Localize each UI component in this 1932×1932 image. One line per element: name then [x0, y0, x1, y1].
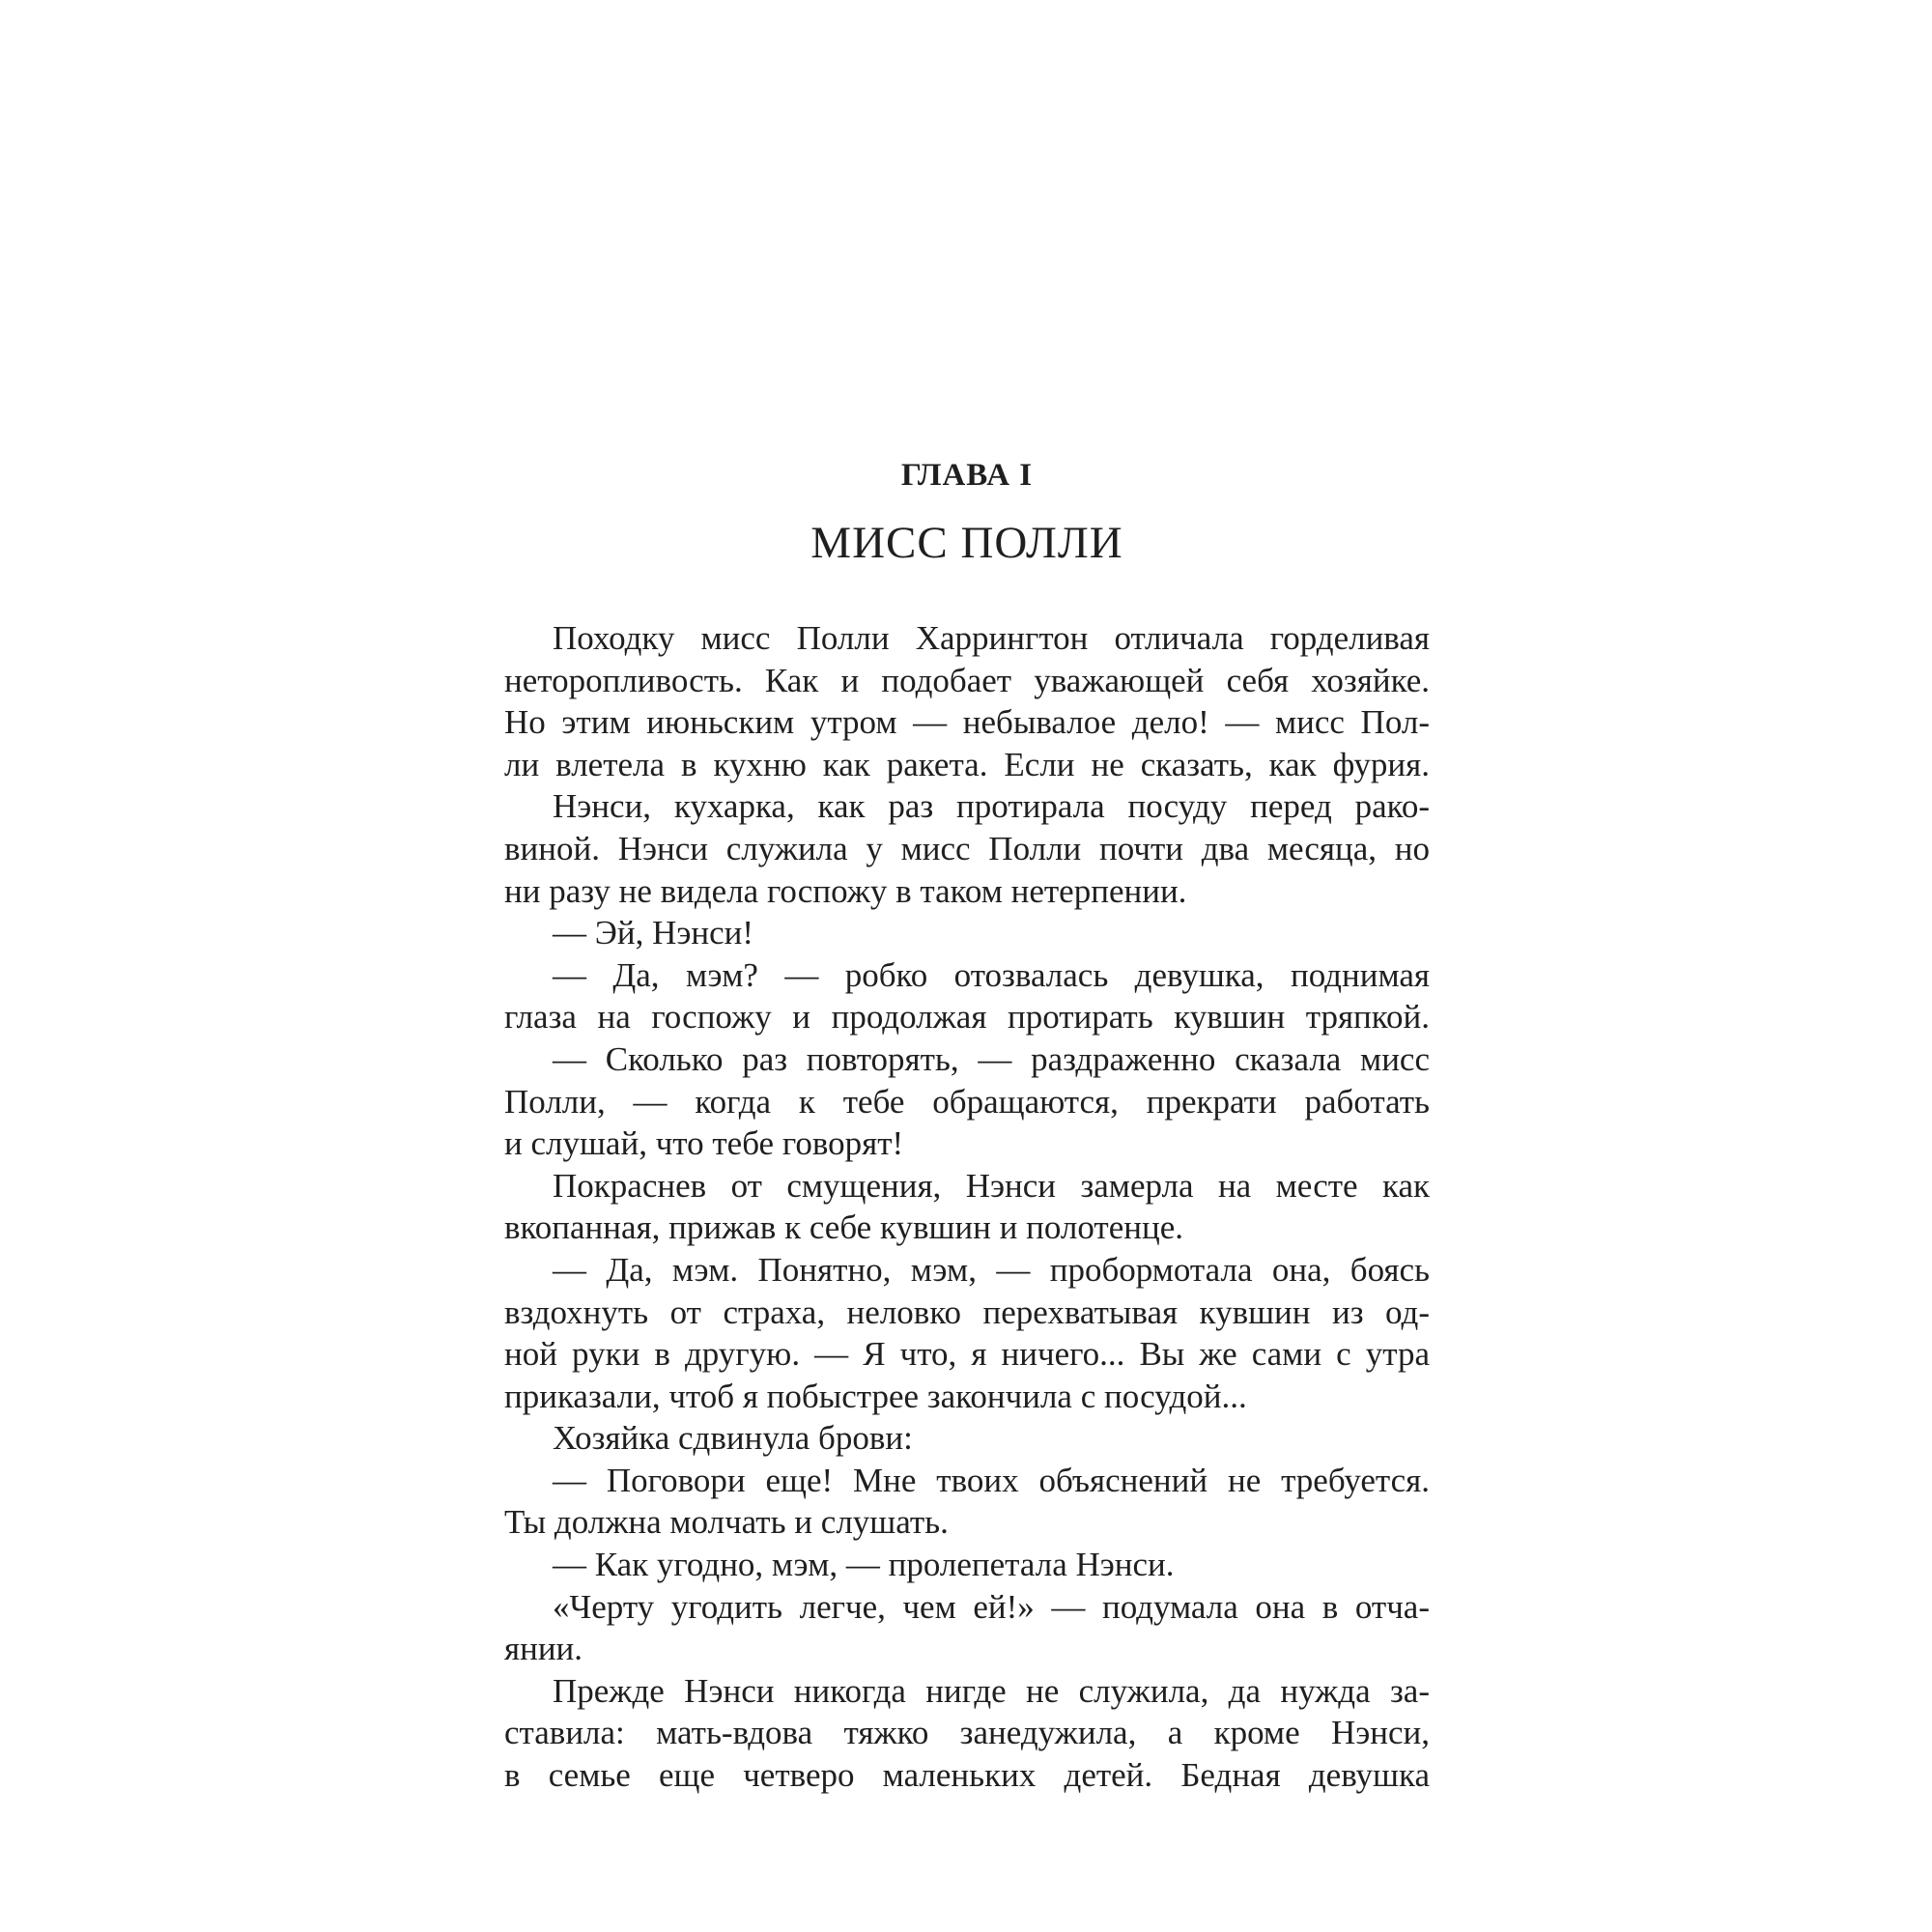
text-line: Полли, — когда к тебе обращаются, прекрати работать: [504, 1082, 1430, 1121]
text-line: приказали, чтоб я побыстрее закончила с посудой...: [504, 1377, 1247, 1415]
text-line: — Как угодно, мэм, — пролепетала Нэнси.: [553, 1546, 1175, 1584]
chapter-label: ГЛАВА I: [900, 458, 1034, 493]
text-line: Нэнси, кухарка, как раз протирала посуду перед рако-: [553, 787, 1430, 826]
text-line: — Эй, Нэнси!: [553, 914, 754, 952]
text-line: янии.: [504, 1630, 583, 1668]
text-line: ставила: мать-вдова тяжко занедужила, а кроме Нэнси,: [504, 1714, 1430, 1752]
text-line: виной. Нэнси служила у мисс Полли почти два месяца, но: [504, 829, 1430, 867]
text-line: — Поговори еще! Мне твоих объяснений не требуется.: [553, 1461, 1430, 1499]
chapter-body: [504, 617, 1430, 1797]
text-line: Покраснев от смущения, Нэнси замерла на месте как: [553, 1166, 1430, 1205]
text-line: Ты должна молчать и слушать.: [504, 1503, 949, 1542]
text-line: Прежде Нэнси никогда нигде не служила, да нужда за-: [553, 1671, 1430, 1710]
text-line: ни разу не видела госпожу в таком нетерпении.: [504, 871, 1187, 910]
text-line: «Черту угодить легче, чем ей!» — подумала она в отча-: [553, 1587, 1430, 1626]
text-line: — Сколько раз повторять, — раздраженно сказала мисс: [553, 1039, 1430, 1078]
text-line: ной руки в другую. — Я что, я ничего... Вы же сами с утра: [504, 1335, 1430, 1374]
chapter-title: МИСС ПОЛЛИ: [810, 518, 1123, 568]
text-line: неторопливость. Как и подобает уважающей себя хозяйке.: [504, 661, 1430, 699]
text-line: — Да, мэм. Понятно, мэм, — пробормотала она, боясь: [553, 1250, 1430, 1289]
text-line: Но этим июньским утром — небывалое дело! — мисс Пол-: [504, 703, 1430, 742]
text-line: в семье еще четверо маленьких детей. Бедная девушка: [504, 1756, 1430, 1795]
text-line: Походку мисс Полли Харрингтон отличала горделивая: [553, 619, 1430, 657]
text-line: — Да, мэм? — робко отозвалась девушка, поднимая: [553, 955, 1430, 994]
text-line: и слушай, что тебе говорят!: [504, 1124, 904, 1163]
book-page: [504, 456, 1430, 1797]
text-line: вздохнуть от страха, неловко перехватывая кувшин из од-: [504, 1293, 1430, 1331]
text-line: ли влетела в кухню как ракета. Если не сказать, как фурия.: [504, 745, 1430, 783]
text-line: вкопанная, прижав к себе кувшин и полотенце.: [504, 1208, 1183, 1247]
text-line: Хозяйка сдвинула брови:: [553, 1419, 913, 1458]
text-line: глаза на госпожу и продолжая протирать кувшин тряпкой.: [504, 998, 1430, 1037]
